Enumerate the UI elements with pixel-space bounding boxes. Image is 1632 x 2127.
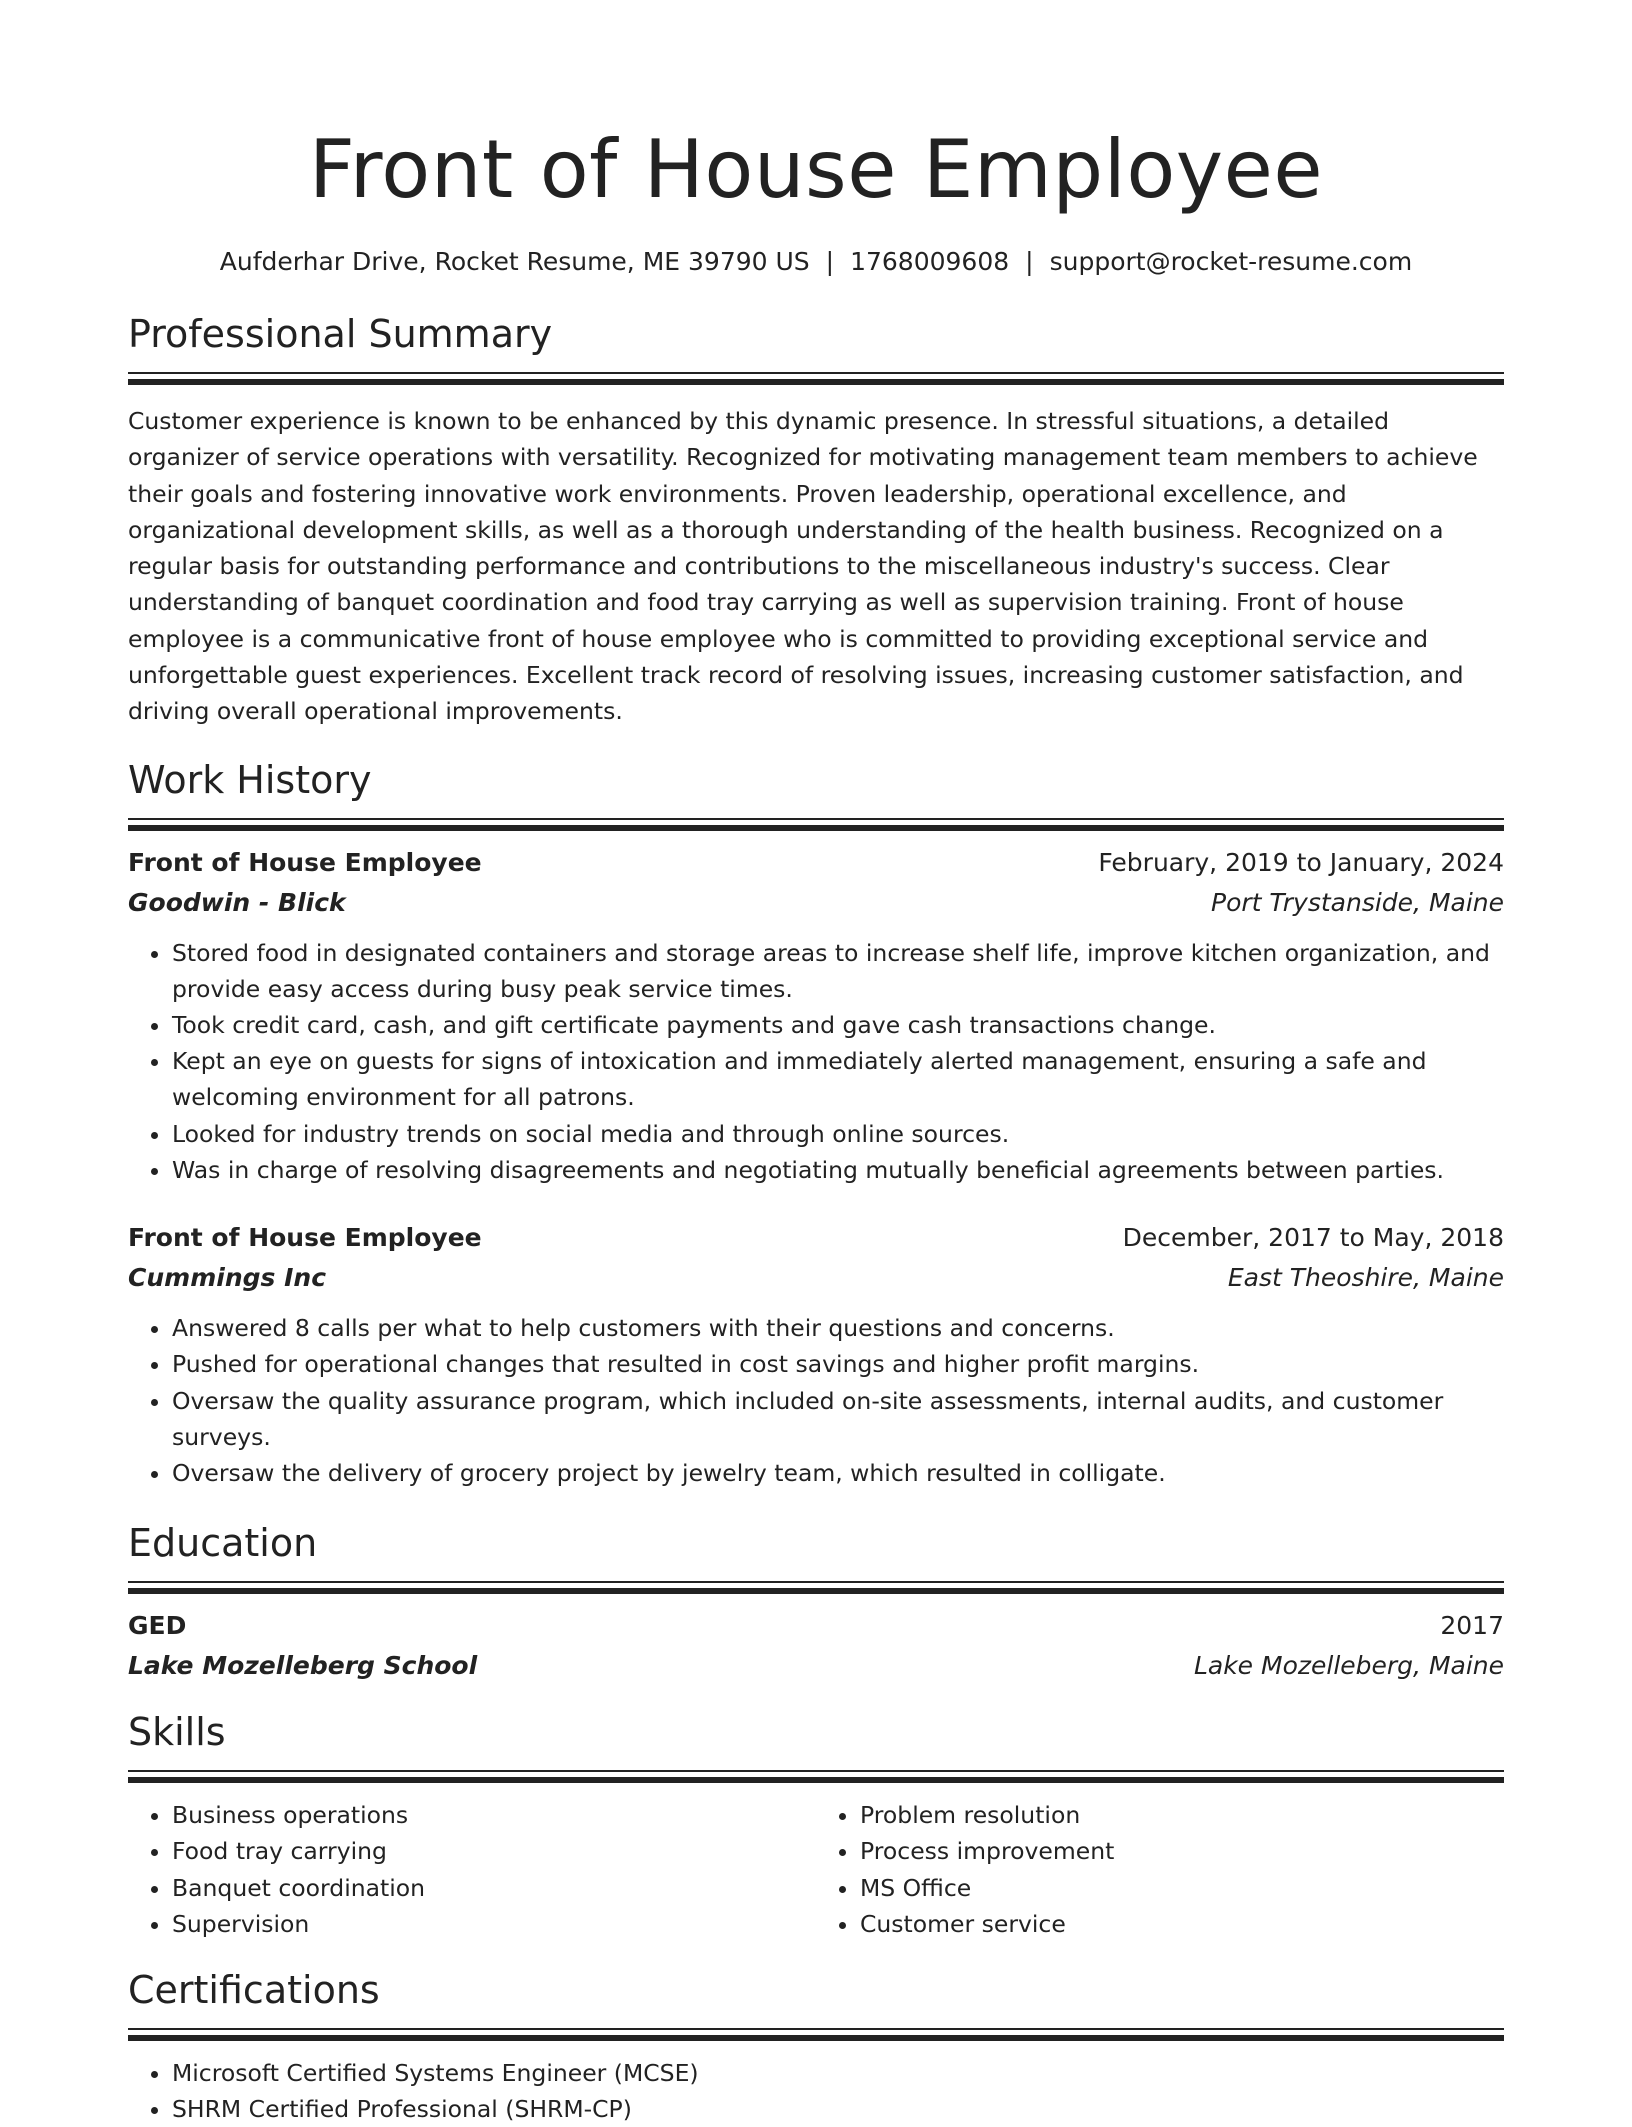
- education-school: Lake Mozelleberg School: [128, 1651, 478, 1681]
- list-item: • Answered 8 calls per what to help customers with their questions and concerns.: [172, 1310, 1504, 1346]
- job-title: Front of House Employee: [128, 1223, 482, 1253]
- certifications-list: [128, 2055, 1504, 2127]
- education-location: Lake Mozelleberg, Maine: [1193, 1651, 1504, 1681]
- list-item: • Microsoft Certified Systems Engineer (MCSE): [172, 2055, 1504, 2091]
- job-bullets: [128, 1310, 1504, 1491]
- education-entry: [128, 1606, 1504, 1686]
- job-location: East Theoshire, Maine: [1227, 1263, 1504, 1293]
- list-item: • Banquet coordination: [172, 1870, 816, 1906]
- summary-text: Customer experience is known to be enhanced by this dynamic presence. In stressful situations, a detailed organizer of service operations with versatility. Recognized for motivating management team members to achieve their goals and fostering innovative work environments. Proven leadership, operational excellence, and organizational development skills, as well as a thorough understanding of the health business. Recognized on a regular basis for outstanding performance and contributions to the miscellaneous industry's success. Clear understanding of banquet coordination and food tray carrying as well as supervision training. Front of house employee is a communicative front of house employee who is committed to providing exceptional service and unforgettable guest experiences. Excellent track record of resolving issues, increasing customer satisfaction, and driving overall operational improvements.: [128, 407, 1478, 726]
- list-item: • Food tray carrying: [172, 1833, 816, 1869]
- list-item: • MS Office: [860, 1870, 1504, 1906]
- education-section: [128, 1519, 1504, 1686]
- section-title-work-history: Work History: [128, 757, 372, 802]
- list-item: • Customer service: [860, 1906, 1504, 1942]
- job-dates: December, 2017 to May, 2018: [1122, 1223, 1504, 1253]
- list-item: • Business operations: [172, 1797, 816, 1833]
- contact-line: [128, 244, 1504, 280]
- section-divider: [128, 2028, 1504, 2041]
- list-item: • SHRM Certified Professional (SHRM-CP): [172, 2091, 1504, 2127]
- list-item: • Kept an eye on guests for signs of intoxication and immediately alerted management, ensuring a safe and welcoming environment for all patrons.: [172, 1043, 1504, 1115]
- job-location: Port Trystanside, Maine: [1211, 887, 1504, 917]
- section-divider: [128, 372, 1504, 385]
- list-item: • Oversaw the delivery of grocery project by jewelry team, which resulted in colligate.: [172, 1455, 1504, 1491]
- job-company: Goodwin - Blick: [128, 887, 346, 917]
- job-entry: [128, 1218, 1504, 1491]
- job-entry: [128, 843, 1504, 1188]
- job-title: Front of House Employee: [128, 847, 482, 877]
- section-title-skills: Skills: [128, 1710, 226, 1755]
- list-item: • Pushed for operational changes that resulted in cost savings and higher profit margins.: [172, 1346, 1504, 1382]
- list-item: • Was in charge of resolving disagreements and negotiating mutually beneficial agreements between parties.: [172, 1152, 1504, 1188]
- list-item: • Took credit card, cash, and gift certificate payments and gave cash transactions change.: [172, 1007, 1504, 1043]
- job-company: Cummings Inc: [128, 1263, 327, 1293]
- section-title-education: Education: [128, 1521, 318, 1566]
- contact-separator: |: [1025, 247, 1034, 276]
- contact-email: support@rocket-resume.com: [1049, 247, 1413, 276]
- resume-name: Front of House Employee: [308, 123, 1324, 216]
- contact-address: Aufderhar Drive, Rocket Resume, ME 39790 US: [219, 247, 810, 276]
- job-bullets: [128, 935, 1504, 1188]
- education-year: 2017: [1440, 1611, 1504, 1641]
- section-divider: [128, 1770, 1504, 1783]
- section-divider: [128, 1581, 1504, 1594]
- job-dates: February, 2019 to January, 2024: [1098, 847, 1504, 877]
- summary-section: [128, 310, 1504, 730]
- contact-phone: 1768009608: [850, 247, 1010, 276]
- list-item: • Looked for industry trends on social media and through online sources.: [172, 1116, 1504, 1152]
- certifications-section: [128, 1966, 1504, 2127]
- section-divider: [128, 818, 1504, 831]
- skills-column-left: [128, 1797, 816, 1942]
- section-title-summary: Professional Summary: [128, 312, 553, 356]
- list-item: • Problem resolution: [860, 1797, 1504, 1833]
- skills-list: [128, 1797, 1504, 1942]
- skills-column-right: [816, 1797, 1504, 1942]
- contact-separator: |: [825, 247, 835, 276]
- list-item: • Stored food in designated containers and storage areas to increase shelf life, improve kitchen organization, and provide easy access during busy peak service times.: [172, 935, 1504, 1007]
- list-item: • Oversaw the quality assurance program, which included on-site assessments, internal audits, and customer surveys.: [172, 1383, 1504, 1455]
- list-item: • Process improvement: [860, 1833, 1504, 1869]
- section-title-certifications: Certifications: [128, 1967, 380, 2012]
- education-degree: GED: [128, 1611, 187, 1641]
- work-history-section: [128, 756, 1504, 1491]
- skills-section: [128, 1708, 1504, 1942]
- list-item: • Supervision: [172, 1906, 816, 1942]
